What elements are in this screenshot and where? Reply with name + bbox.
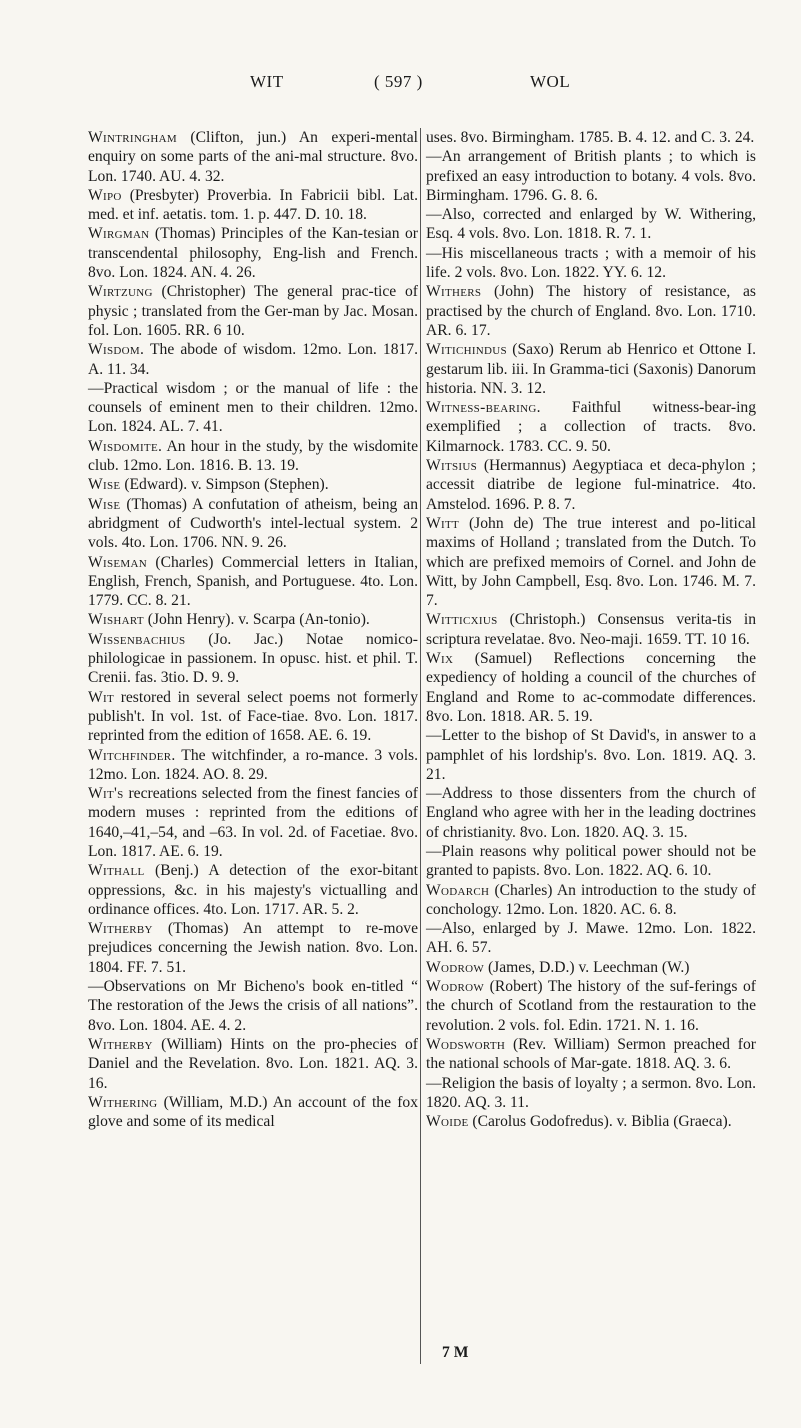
entry-headword: Withall bbox=[88, 862, 145, 880]
catalog-entry bbox=[426, 842, 756, 881]
entry-text: (Carolus Godofredus). v. Biblia (Graeca). bbox=[468, 1113, 732, 1131]
entry-headword: Witt bbox=[426, 514, 460, 532]
catalog-entry bbox=[426, 340, 756, 398]
entry-headword: Witchfinder. bbox=[88, 746, 176, 764]
catalog-entry bbox=[88, 688, 418, 746]
entry-headword: Wise bbox=[88, 476, 121, 494]
entry-text: (Christopher) The general prac-tice of physic ; translated from the Ger-man by Jac. Mosan. fol. Lon. 1605. RR. 6 10. bbox=[88, 283, 418, 339]
entry-headword: Wodrow bbox=[426, 958, 485, 976]
entry-text: (Jo. Jac.) Notae nomico-philologicae in passionem. In opusc. hist. et phil. T. Crenii. fas. 3tio. D. 9. 9. bbox=[88, 630, 418, 687]
catalog-entry bbox=[426, 919, 756, 958]
entry-headword: Witsius bbox=[426, 457, 478, 475]
catalog-entry bbox=[426, 128, 756, 147]
entry-headword: Witticхius bbox=[426, 611, 498, 629]
entry-text: (Edward). v. Simpson (Stephen). bbox=[120, 476, 329, 494]
entry-text: —Letter to the bishop of St David's, in answer to a pamphlet of his lordship's. 8vo. Lon. 1819. AQ. 3. 21. bbox=[426, 727, 756, 783]
catalog-entry bbox=[88, 379, 418, 437]
entry-headword: Wit's bbox=[88, 785, 124, 803]
catalog-entry bbox=[88, 610, 418, 629]
catalog-entry bbox=[426, 1074, 756, 1113]
entry-headword: Witherby bbox=[88, 920, 153, 938]
catalog-entry bbox=[88, 1035, 418, 1093]
entry-text: —Address to those dissenters from the church of England who agree with her in the leading doctrines of christianity. 8vo. Lon. 1820. AQ. 3. 15. bbox=[426, 785, 756, 841]
catalog-entry bbox=[88, 746, 418, 785]
catalog-entry bbox=[426, 282, 756, 340]
entry-text: —Also, corrected and enlarged by W. Withering, Esq. 4 vols. 8vo. Lon. 1818. R. 7. 1. bbox=[426, 206, 756, 243]
header-right: WOL bbox=[530, 72, 571, 91]
catalog-entry bbox=[426, 244, 756, 283]
catalog-entry bbox=[426, 977, 756, 1035]
catalog-entry bbox=[426, 958, 756, 977]
catalog-entry bbox=[88, 475, 418, 494]
entry-text: (James, D.D.) v. Leechman (W.) bbox=[484, 958, 690, 976]
entry-text: (Rev. William) Sermon preached for the national schools of Mar-gate. 1818. AQ. 3. 6. bbox=[426, 1035, 756, 1073]
column-divider bbox=[420, 128, 421, 1364]
catalog-entry bbox=[426, 881, 756, 920]
entry-text: —An arrangement of British plants ; to which is prefixed an easy introduction to botany. 4 vols. 8vo. Birmingham. 1796. G. 8. 6. bbox=[426, 148, 756, 204]
entry-text: (Charles) Commercial letters in Italian, English, French, Spanish, and Portuguese. 4to. Lon. 1779. CC. 8. 21. bbox=[88, 553, 418, 610]
entry-headword: Withers bbox=[426, 283, 482, 301]
catalog-entry bbox=[426, 205, 756, 244]
entry-headword: Wirtzung bbox=[88, 283, 153, 301]
entry-headword: Wiseman bbox=[88, 553, 147, 571]
catalog-entry bbox=[88, 128, 418, 186]
catalog-entry bbox=[88, 282, 418, 340]
catalog-entry bbox=[426, 147, 756, 205]
entry-text: uses. 8vo. Birmingham. 1785. B. 4. 12. and C. 3. 24. bbox=[426, 129, 755, 146]
catalog-entry bbox=[88, 784, 418, 861]
entry-text: (Thomas) Principles of the Kan-tesian or transcendental philosophy, Eng-lish and French. 8vo. Lon. 1824. AN. 4. 26. bbox=[88, 225, 418, 282]
entry-text: (Thomas) An attempt to re-move prejudices concerning the Jewish nation. 8vo. Lon. 1804. FF. 7. 51. bbox=[88, 920, 418, 976]
entry-headword: Wintringham bbox=[88, 129, 177, 146]
entry-text: —Also, enlarged by J. Mawe. 12mo. Lon. 1822. AH. 6. 57. bbox=[426, 920, 756, 957]
entry-text: restored in several select poems not formerly publish't. In vol. 1st. of Face-tiae. 8vo. Lon. 1817. reprinted from the edition of 1658. AE. 6. 19. bbox=[88, 688, 418, 745]
catalog-entry bbox=[88, 861, 418, 919]
catalog-entry bbox=[88, 977, 418, 1035]
entry-text: (Thomas) A confutation of atheism, being an abridgment of Cudworth's intel-lectual system. 2 vols. 4to. Lon. 1706. NN. 9. 26. bbox=[88, 495, 418, 552]
running-header bbox=[0, 72, 801, 98]
catalog-entry bbox=[88, 553, 418, 611]
catalog-entry bbox=[88, 919, 418, 977]
entry-text: (Charles) An introduction to the study of conchology. 12mo. Lon. 1820. AC. 6. 8. bbox=[426, 881, 756, 918]
catalog-entry bbox=[426, 649, 756, 726]
entry-text: (Saxo) Rerum ab Henrico et Ottone I. gestarum lib. iii. In Gramma-tici (Saxonis) Danorum historia. NN. 3. 12. bbox=[426, 341, 756, 397]
entry-headword: Wodsworth bbox=[426, 1035, 506, 1053]
entry-text: recreations selected from the finest fancies of modern muses : reprinted from the editions of 1640,–41,–54, and –63. In vol. 2d. of Facetiae. 8vo. Lon. 1817. AE. 6. 19. bbox=[88, 785, 418, 860]
catalog-entry bbox=[426, 610, 756, 649]
catalog-entry bbox=[426, 398, 756, 456]
entry-text: —Religion the basis of loyalty ; a sermon. 8vo. Lon. 1820. AQ. 3. 11. bbox=[426, 1074, 756, 1111]
entry-text: (Benj.) A detection of the exor-bitant oppressions, &c. in his majesty's victualling and ordinance offices. 4to. Lon. 1717. AR. 5. 2. bbox=[88, 862, 418, 918]
entry-headword: Wirgman bbox=[88, 225, 150, 243]
entry-text: (William) Hints on the pro-phecies of Daniel and the Revelation. 8vo. Lon. 1821. AQ. 3. 16. bbox=[88, 1035, 418, 1092]
entry-text: —Observations on Mr Bicheno's book en-titled “ The restoration of the Jews the crisis of all nations”. 8vo. Lon. 1804. AE. 4. 2. bbox=[88, 978, 418, 1034]
page-number: ( 597 ) bbox=[374, 72, 423, 91]
catalog-entry bbox=[88, 437, 418, 476]
entry-text: —Practical wisdom ; or the manual of life : the counsels of eminent men to their children. 12mo. Lon. 1824. AL. 7. 41. bbox=[88, 379, 418, 436]
catalog-entry bbox=[88, 495, 418, 553]
entry-text: Faithful witness-bear-ing exemplified ; a collection of tracts. 8vo. Kilmarnock. 1783. CC. 9. 50. bbox=[426, 399, 756, 455]
entry-text: (Christoph.) Consensus verita-tis in scriptura revelatae. 8vo. Neo-maji. 1659. TT. 10 16. bbox=[426, 611, 756, 648]
left-column bbox=[88, 128, 418, 1131]
entry-text: (Robert) The history of the suf-ferings of the church of Scotland from the restauration to the revolution. 2 vols. fol. Edin. 1721. N. 1. 16. bbox=[426, 978, 756, 1034]
entry-headword: Woide bbox=[426, 1113, 469, 1131]
entry-headword: Wodrow bbox=[426, 978, 485, 996]
entry-headword: Withering bbox=[88, 1093, 158, 1111]
entry-text: (John de) The true interest and po-litical maxims of Holland ; translated from the Dutch. To which are prefixed memoirs of Cornel. and John de Witt, by John Campbell, Esq. 8vo. Lon. 1746. M. 7. 7. bbox=[426, 514, 756, 610]
entry-headword: Witichindus bbox=[426, 341, 507, 359]
catalog-entry bbox=[88, 186, 418, 225]
catalog-entry bbox=[426, 1112, 756, 1131]
catalog-entry bbox=[88, 1093, 418, 1132]
catalog-entry bbox=[88, 340, 418, 379]
entry-text: —His miscellaneous tracts ; with a memoir of his life. 2 vols. 8vo. Lon. 1822. YY. 6. 12. bbox=[426, 244, 756, 282]
entry-headword: Wise bbox=[88, 495, 121, 513]
entry-headword: Wishart bbox=[88, 611, 144, 629]
entry-headword: Wodarch bbox=[426, 881, 490, 899]
catalog-entry bbox=[426, 784, 756, 842]
entry-headword: Witherby bbox=[88, 1035, 153, 1053]
entry-headword: Wipo bbox=[88, 186, 122, 204]
entry-text: (John Henry). v. Scarpa (An-tonio). bbox=[143, 611, 370, 629]
entry-headword: Wisdom. bbox=[88, 341, 145, 359]
entry-text: The abode of wisdom. 12mo. Lon. 1817. A. 11. 34. bbox=[88, 341, 418, 378]
entry-text: (Presbyter) Proverbia. In Fabricii bibl. Lat. med. et inf. aetatis. tom. 1. p. 447. D. 10. 18. bbox=[88, 186, 418, 224]
entry-text: (William, M.D.) An account of the fox glove and some of its medical bbox=[88, 1093, 418, 1131]
entry-text: (John) The history of resistance, as practised by the church of England. 8vo. Lon. 1710. AR. 6. 17. bbox=[426, 283, 756, 339]
catalog-entry bbox=[88, 630, 418, 688]
entry-text: (Hermannus) Aegyptiaca et deca-phylon ; accessit diatribe de legione ful-minatrice. 4to. Amstelod. 1696. P. 8. 7. bbox=[426, 457, 756, 513]
catalog-entry bbox=[426, 726, 756, 784]
signature-mark: 7 M bbox=[442, 1344, 469, 1361]
entry-text: —Plain reasons why political power should not be granted to papists. 8vo. Lon. 1822. AQ. 6. 10. bbox=[426, 842, 756, 880]
header-left: WIT bbox=[250, 72, 284, 91]
entry-headword: Wissenbachius bbox=[88, 630, 186, 648]
right-column bbox=[426, 128, 756, 1131]
entry-text: An hour in the study, by the wisdomite club. 12mo. Lon. 1816. B. 13. 19. bbox=[88, 437, 418, 475]
catalog-entry bbox=[426, 1035, 756, 1074]
catalog-entry bbox=[426, 456, 756, 514]
entry-text: (Clifton, jun.) An experi-mental enquiry on some parts of the ani-mal structure. 8vo. Lon. 1740. AU. 4. 32. bbox=[88, 129, 418, 185]
entry-headword: Wisdomite. bbox=[88, 437, 163, 455]
catalog-entry bbox=[426, 514, 756, 610]
entry-headword: Wix bbox=[426, 650, 454, 668]
entry-text: The witchfinder, a ro-mance. 3 vols. 12mo. Lon. 1824. AO. 8. 29. bbox=[88, 746, 418, 783]
entry-text: (Samuel) Reflections concerning the expediency of holding a council of the churches of England and Rome to ac-commodate differences. 8vo. Lon. 1818. AR. 5. 19. bbox=[426, 650, 756, 725]
entry-headword: Wit bbox=[88, 688, 115, 706]
catalog-entry bbox=[88, 224, 418, 282]
entry-headword: Witness-bearing. bbox=[426, 399, 541, 417]
